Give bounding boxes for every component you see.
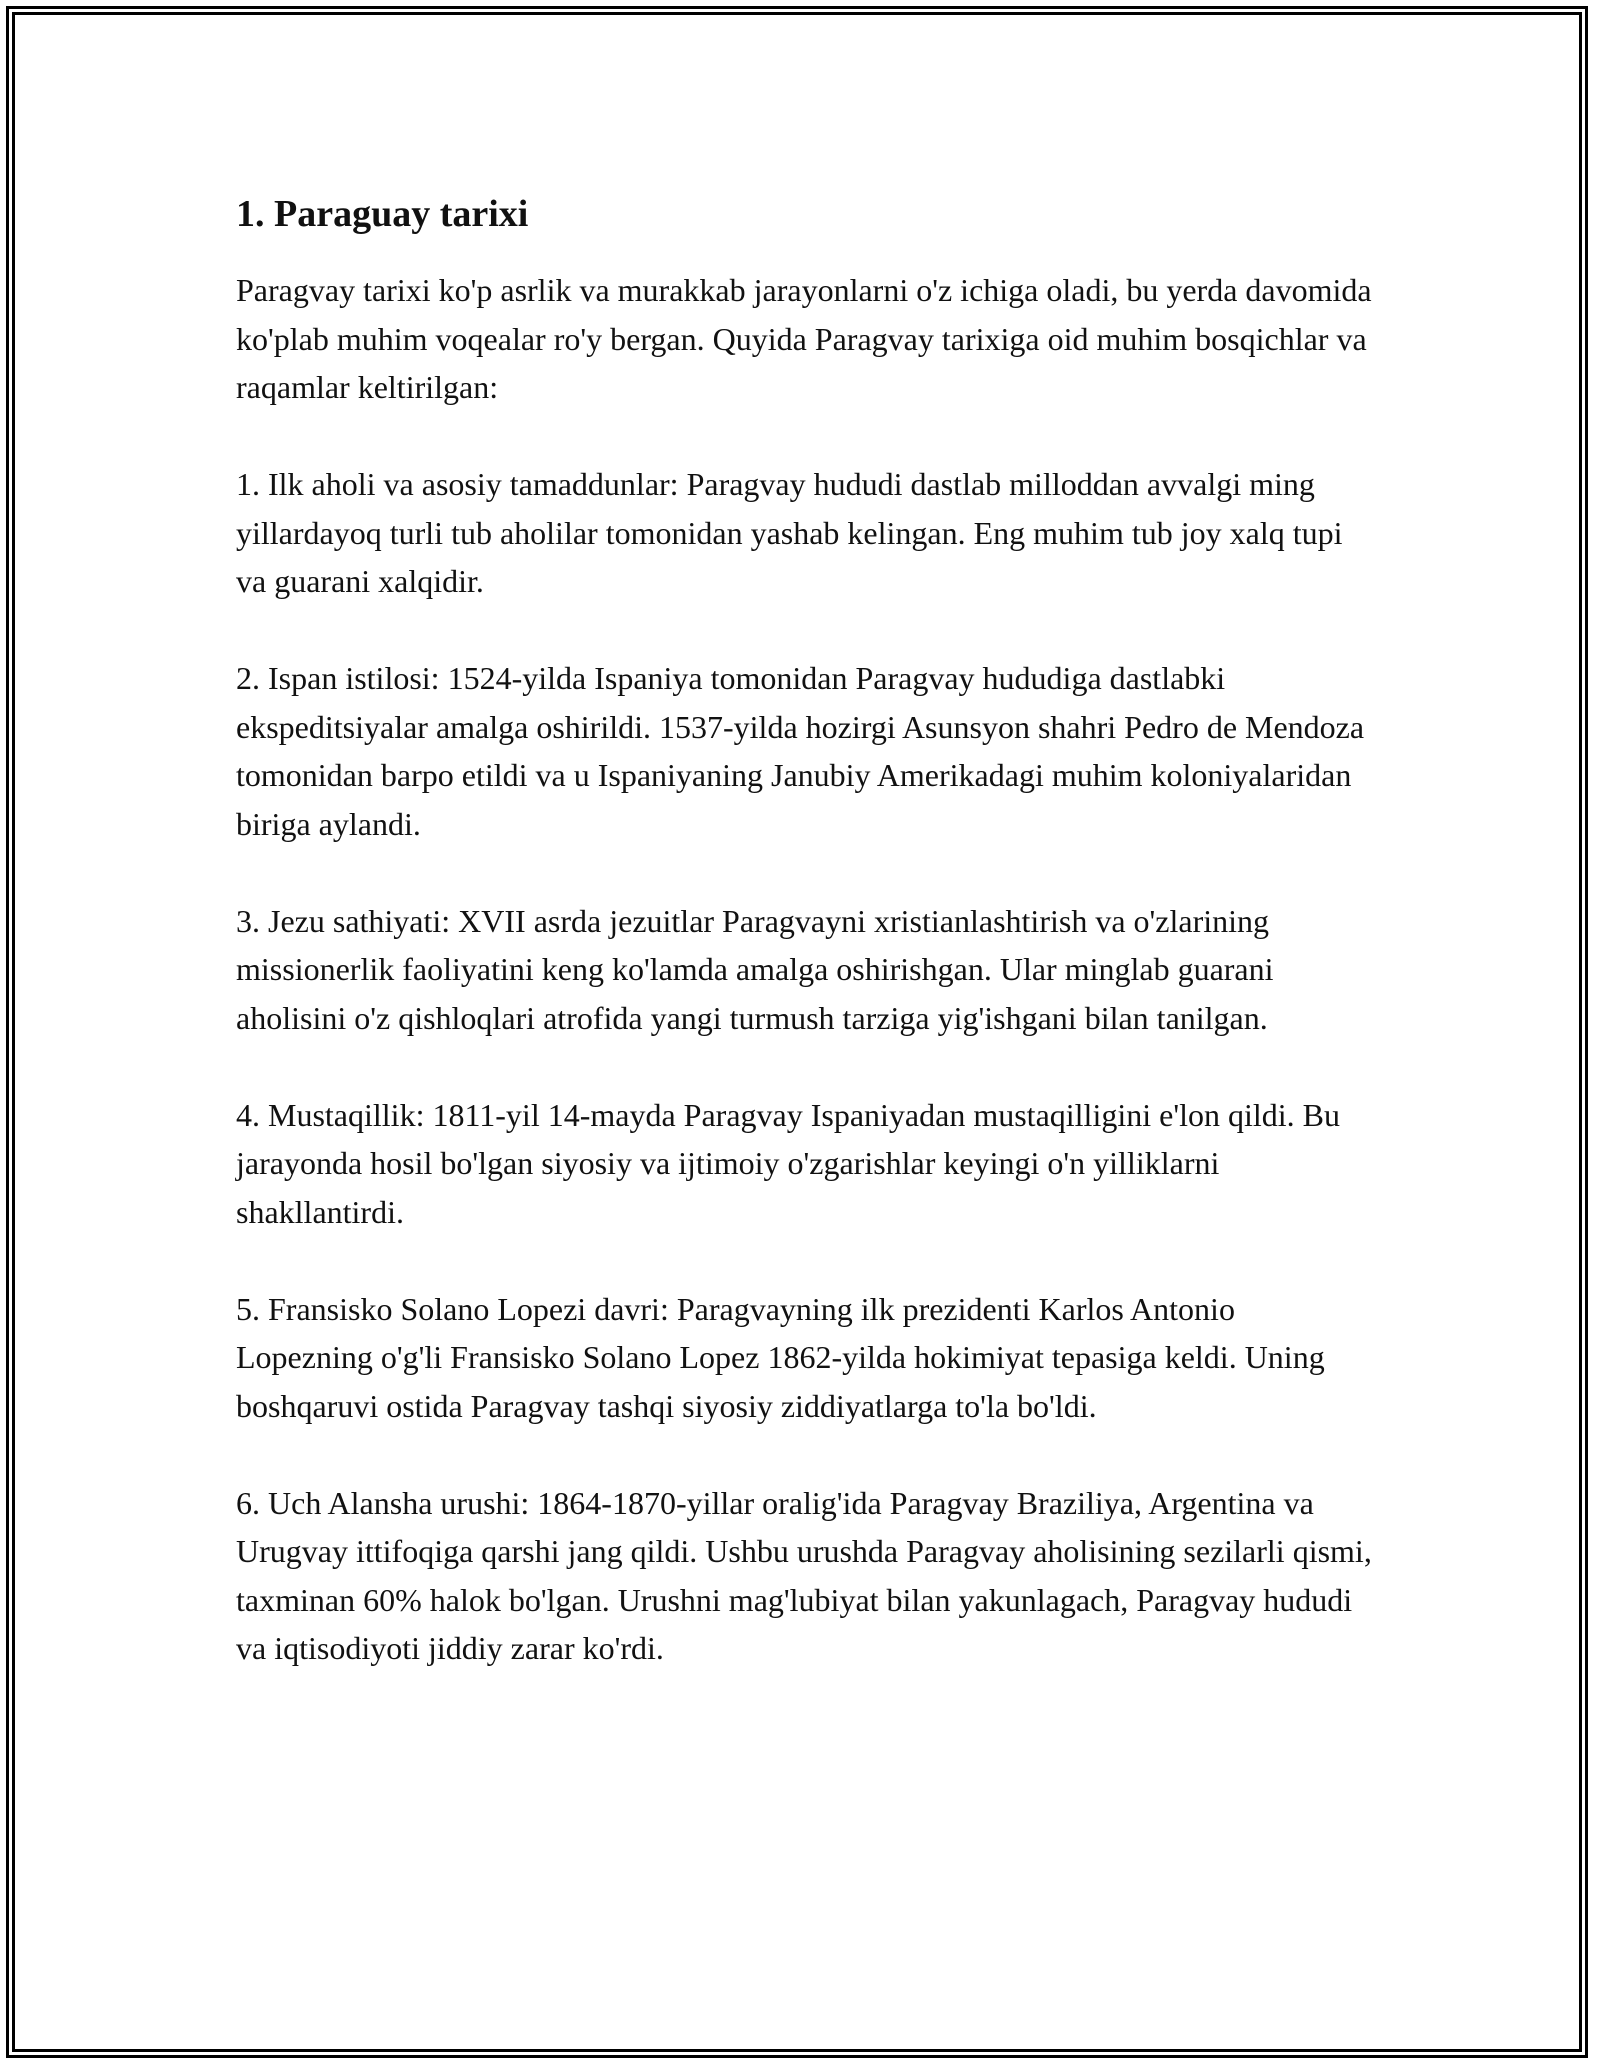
paragraph-lopez-era: 5. Fransisko Solano Lopezi davri: Paragvayning ilk prezidenti Karlos Antonio Lopezning o'g'li Fransisko Solano Lopez 1862-yilda hokimiyat tepasiga keldi. Uning boshqaruvi ostida Paragvay tashqi siyosiy ziddiyatlarga to'la bo'ldi. [236, 1290, 1325, 1424]
document-body [236, 190, 1376, 1721]
document-title: 1. Paraguay tarixi [236, 193, 529, 235]
paragraph-independence: 4. Mustaqillik: 1811-yil 14-mayda Paragvay Ispaniyadan mustaqilligini e'lon qildi. Bu jarayonda hosil bo'lgan siyosiy va ijtimoiy o'zgarishlar keyingi o'n yilliklarni shakllantirdi. [236, 1096, 1340, 1230]
paragraph-spanish-conquest: 2. Ispan istilosi: 1524-yilda Ispaniya tomonidan Paragvay hududiga dastlabki ekspeditsiyalar amalga oshirildi. 1537-yilda hozirgi Asunsyon shahri Pedro de Mendoza tomonidan barpo etildi va u Ispaniyaning Janubiy Amerikadagi muhim koloniyalaridan biriga aylandi. [236, 660, 1365, 842]
paragraph-early-inhabitants: 1. Ilk aholi va asosiy tamaddunlar: Paragvay hududi dastlab milloddan avvalgi ming yillardayoq turli tub aholilar tomonidan yashab kelingan. Eng muhim tub joy xalq tupi va guarani xalqidir. [236, 466, 1343, 599]
paragraph-triple-alliance-war: 6. Uch Alansha urushi: 1864-1870-yillar oralig'ida Paragvay Braziliya, Argentina va Urugvay ittifoqiga qarshi jang qildi. Ushbu urushda Paragvay aholisining sezilarli qismi, taxminan 60% halok bo'lgan. Urushni mag'lubiyat bilan yakunlagach, Paragvay hududi va iqtisodiyoti jiddiy zarar ko'rdi. [236, 1484, 1372, 1666]
paragraph-jesuit-era: 3. Jezu sathiyati: XVII asrda jezuitlar Paragvayni xristianlashtirish va o'zlarining missionerlik faoliyatini keng ko'lamda amalga oshirishgan. Ular minglab guarani aholisini o'z qishloqlari atrofida yangi turmush tarziga yig'ishgani bilan tanilgan. [236, 902, 1274, 1036]
intro-paragraph: Paragvay tarixi ko'p asrlik va murakkab jarayonlarni o'z ichiga oladi, bu yerda davomida ko'plab muhim voqealar ro'y bergan. Quyida Paragvay tarixiga oid muhim bosqichlar va raqamlar keltirilgan: [236, 272, 1372, 405]
